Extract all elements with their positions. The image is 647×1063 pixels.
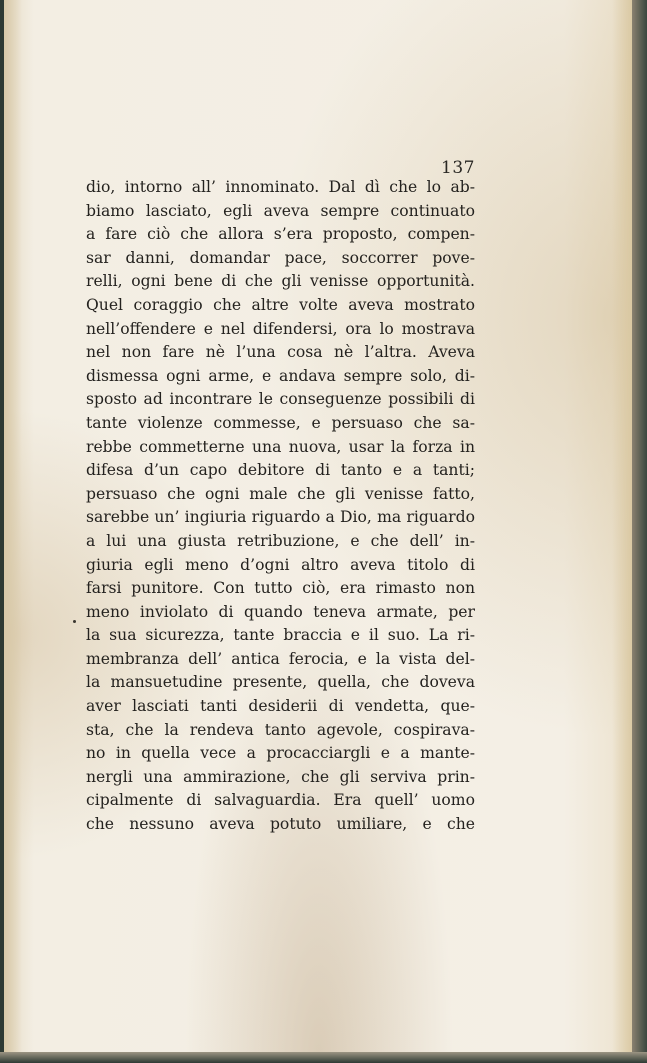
text-line: nergli una ammirazione, che gli serviva prin- [86,767,475,786]
text-line: cipalmente di salvaguardia. Era quell’ uomo [86,791,475,810]
text-line: a lui una giusta retribuzione, e che dell’ in- [86,531,475,550]
text-line: la sua sicurezza, tante braccia e il suo. La ri- [86,626,475,645]
bottom-edge-shadow [0,1052,647,1063]
text-line: membranza dell’ antica ferocia, e la vista del- [86,649,475,668]
text-line: rebbe commetterne una nuova, usar la forza in [86,437,475,456]
text-line: nel non fare nè l’una cosa nè l’altra. Aveva [86,343,475,362]
text-line: la mansuetudine presente, quella, che doveva [86,673,475,692]
text-line: dio, intorno all’ innominato. Dal dì che lo ab- [86,178,475,196]
text-line: difesa d’un capo debitore di tanto e a tanti; [86,461,475,480]
text-line: nell’offendere e nel difendersi, ora lo mostrava [86,319,475,338]
text-line: Quel coraggio che altre volte aveva mostrato [86,295,475,314]
text-line: biamo lasciato, egli aveva sempre continuato [86,201,475,220]
text-line: sar danni, domandar pace, soccorrer pove- [86,248,475,267]
page-edge-right [612,0,634,1058]
text-line: farsi punitore. Con tutto ciò, era rimasto non [86,579,475,598]
text-line: giuria egli meno d’ogni altro aveva titolo di [86,555,475,574]
ink-speck [73,620,76,623]
text-line: meno inviolato di quando teneva armate, per [86,602,475,621]
binding-shadow [632,0,647,1063]
text-line: tante violenze commesse, e persuaso che sa- [86,413,475,432]
text-line: che nessuno aveva potuto umiliare, e che [86,815,475,834]
body-text [86,176,475,837]
text-line: dismessa ogni arme, e andava sempre solo, di- [86,366,475,385]
text-line: sta, che la rendeva tanto agevole, cospirava- [86,720,475,739]
text-line: persuaso che ogni male che gli venisse fatto, [86,484,475,503]
page-number: 137 [441,158,475,178]
book-page [4,0,634,1058]
text-line: relli, ogni bene di che gli venisse opportunità. [86,272,475,291]
text-line: no in quella vece a procacciargli e a mante- [86,744,475,763]
text-line: sposto ad incontrare le conseguenze possibili di [86,390,475,409]
text-line: a fare ciò che allora s’era proposto, compen- [86,225,475,244]
text-line: aver lasciati tanti desiderii di vendetta, que- [86,697,475,716]
page-edge-left [4,0,22,1058]
text-line: sarebbe un’ ingiuria riguardo a Dio, ma riguardo [86,508,475,527]
